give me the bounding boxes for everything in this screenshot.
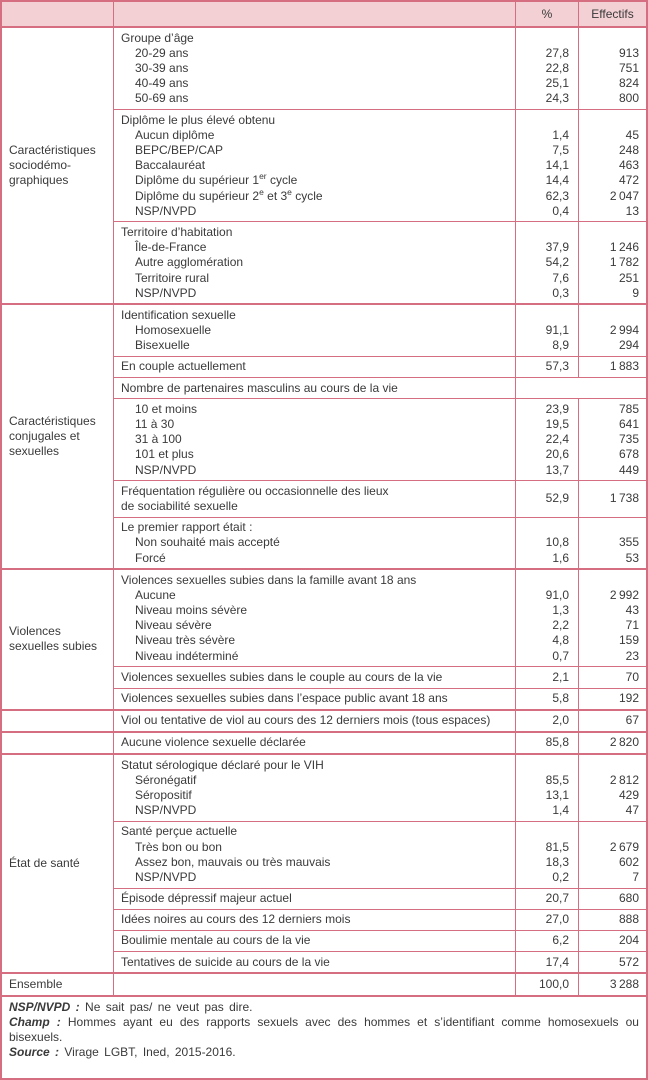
- row-label: 11 à 30: [135, 417, 175, 432]
- table-group: [2, 28, 646, 303]
- table-footnotes: [2, 995, 646, 1064]
- table-block: [114, 221, 646, 303]
- percent-value: 23,9: [545, 401, 569, 416]
- effectifs-value: 449: [618, 462, 639, 477]
- percent-value: 52,9: [545, 491, 569, 506]
- effectifs-value: [579, 225, 639, 240]
- row-label: Diplôme du supérieur 1er cycle: [135, 171, 298, 188]
- percent-value: 5,8: [552, 691, 569, 706]
- table-block: [114, 711, 646, 731]
- footnote-term: Source :: [9, 1044, 60, 1059]
- effectifs-value: [579, 520, 639, 535]
- group-label-line: Violences: [9, 624, 61, 639]
- row-label: NSP/NVPD: [135, 803, 197, 818]
- group-label-line: sexuelles: [9, 444, 60, 459]
- table-block: [114, 666, 646, 687]
- effectifs-value: 355: [618, 535, 639, 550]
- percent-value: 14,4: [545, 173, 569, 188]
- effectifs-value: 2 679: [609, 839, 639, 854]
- row-label: Le premier rapport était :: [121, 520, 253, 535]
- effectifs-value: 785: [618, 401, 639, 416]
- row-label: Baccalauréat: [135, 158, 206, 173]
- row-label: Bisexuelle: [135, 338, 190, 353]
- footnote-champ: [9, 1015, 639, 1045]
- percent-value: 100,0: [538, 976, 569, 991]
- effectifs-value: 43: [625, 603, 639, 618]
- percent-value: 7,5: [552, 143, 569, 158]
- percent-value: 2,0: [552, 713, 569, 728]
- effectifs-value: 159: [618, 633, 639, 648]
- percent-value: 62,3: [545, 188, 569, 203]
- row-label: 31 à 100: [135, 432, 182, 447]
- effectifs-value: 53: [625, 550, 639, 565]
- effectifs-value: [579, 31, 639, 46]
- percent-value: 91,1: [545, 323, 569, 338]
- effectifs-value: 800: [618, 91, 639, 106]
- percent-value: 1,4: [552, 127, 569, 142]
- effectifs-value: 680: [618, 891, 639, 906]
- effectifs-value: 429: [618, 787, 639, 802]
- group-label: [2, 755, 114, 972]
- row-label: Niveau très sévère: [135, 633, 236, 648]
- table-block: [114, 821, 646, 888]
- percent-value: 81,5: [545, 839, 569, 854]
- percent-value: [516, 31, 569, 46]
- footnote-text: Virage LGBT, Ined, 2015-2016.: [64, 1044, 236, 1059]
- effectifs-value: 70: [625, 669, 639, 684]
- percent-value: 0,7: [552, 648, 569, 663]
- percent-value: 1,6: [552, 550, 569, 565]
- row-label: Niveau indéterminé: [135, 648, 239, 663]
- footnote-term: NSP/NVPD :: [9, 999, 80, 1014]
- percent-value: 85,8: [545, 735, 569, 750]
- effectifs-value: 463: [618, 158, 639, 173]
- effectifs-value: 2 994: [609, 323, 639, 338]
- percent-value: 27,8: [545, 45, 569, 60]
- row-label: Niveau sévère: [135, 618, 212, 633]
- group-label: [2, 28, 114, 303]
- footnote-term: Champ :: [9, 1014, 61, 1029]
- row-label: Identification sexuelle: [121, 307, 236, 322]
- row-label: 50-69 ans: [135, 91, 189, 106]
- footnote-nsp: [9, 1000, 639, 1015]
- row-label: Non souhaité mais accepté: [135, 535, 280, 550]
- effectifs-value: 1 883: [609, 359, 639, 374]
- percent-value: 19,5: [545, 417, 569, 432]
- table-group: [2, 753, 646, 972]
- percent-value: 20,7: [545, 891, 569, 906]
- row-label: Tentatives de suicide au cours de la vie: [121, 954, 330, 969]
- percent-value: 14,1: [545, 158, 569, 173]
- group-label-line: sociodémo-: [9, 158, 72, 173]
- row-label: Idées noires au cours des 12 derniers mois: [121, 912, 351, 927]
- percent-value: [516, 758, 569, 773]
- group-label-line: Caractéristiques: [9, 143, 96, 158]
- row-label: Autre agglomération: [135, 255, 244, 270]
- percent-value: 0,2: [552, 869, 569, 884]
- effectifs-value: 71: [625, 618, 639, 633]
- group-label: [2, 733, 114, 753]
- effectifs-value: [579, 573, 639, 588]
- percent-value: 24,3: [545, 91, 569, 106]
- row-label: Groupe d’âge: [121, 30, 194, 45]
- row-label: Assez bon, mauvais ou très mauvais: [135, 854, 331, 869]
- percent-value: 18,3: [545, 854, 569, 869]
- row-label: 30-39 ans: [135, 61, 189, 76]
- percent-value: [516, 573, 569, 588]
- row-label: BEPC/BEP/CAP: [135, 143, 224, 158]
- percent-value: 27,0: [545, 912, 569, 927]
- percent-value: 1,4: [552, 803, 569, 818]
- footnote-text: Ne sait pas/ ne veut pas dire.: [85, 999, 253, 1014]
- row-label: Niveau moins sévère: [135, 603, 248, 618]
- row-label: Nombre de partenaires masculins au cours de la vie: [121, 380, 398, 395]
- row-label: Boulimie mentale au cours de la vie: [121, 933, 311, 948]
- table-group: [2, 731, 646, 753]
- group-label: [2, 570, 114, 709]
- table-block: [114, 305, 646, 356]
- effectifs-value: 641: [618, 417, 639, 432]
- table-group: [2, 972, 646, 994]
- percent-value: 8,9: [552, 338, 569, 353]
- effectifs-value: 735: [618, 432, 639, 447]
- effectifs-value: [579, 113, 639, 128]
- row-label: 101 et plus: [135, 447, 194, 462]
- effectifs-value: [579, 758, 639, 773]
- effectifs-value: 9: [632, 285, 639, 300]
- effectifs-value: 913: [618, 45, 639, 60]
- percent-value: 25,1: [545, 76, 569, 91]
- effectifs-value: 47: [625, 803, 639, 818]
- percent-value: 22,8: [545, 61, 569, 76]
- row-label: Territoire rural: [135, 270, 210, 285]
- row-label: Forcé: [135, 550, 166, 565]
- row-label: 40-49 ans: [135, 76, 189, 91]
- effectifs-value: 2 992: [609, 587, 639, 602]
- table-block: [114, 480, 646, 516]
- effectifs-value: 602: [618, 854, 639, 869]
- row-label: Aucune: [135, 587, 176, 602]
- table-block: [114, 951, 646, 972]
- row-label: NSP/NVPD: [135, 285, 197, 300]
- table-block: [114, 398, 646, 480]
- percent-value: 1,3: [552, 603, 569, 618]
- percent-value: 0,4: [552, 203, 569, 218]
- table-header-row: [2, 2, 646, 28]
- percent-value: [516, 225, 569, 240]
- row-label: Homosexuelle: [135, 323, 212, 338]
- percent-value: 20,6: [545, 447, 569, 462]
- percent-value: 22,4: [545, 432, 569, 447]
- row-label: Aucune violence sexuelle déclarée: [121, 735, 306, 750]
- row-label: Violences sexuelles subies dans l’espace public avant 18 ans: [121, 691, 448, 706]
- footnote-text: Hommes ayant eu des rapports sexuels avec des hommes et s’identifiant comme homosexuels ou bisexuels.: [9, 1014, 639, 1044]
- row-label: Île-de-France: [135, 240, 207, 255]
- row-label: 10 et moins: [135, 401, 198, 416]
- effectifs-value: 751: [618, 61, 639, 76]
- row-label: de sociabilité sexuelle: [121, 498, 238, 513]
- row-label: NSP/NVPD: [135, 869, 197, 884]
- table-group: [2, 303, 646, 568]
- percent-value: [516, 520, 569, 535]
- effectifs-value: 7: [632, 869, 639, 884]
- group-label: [2, 711, 114, 731]
- group-label-line: conjugales et: [9, 429, 80, 444]
- table-block: [114, 570, 646, 666]
- row-label: Épisode dépressif majeur actuel: [121, 891, 292, 906]
- merged-empty-cell: [515, 378, 646, 398]
- effectifs-value: 1 738: [609, 491, 639, 506]
- effectifs-value: 248: [618, 143, 639, 158]
- percent-value: 13,7: [545, 462, 569, 477]
- row-label: Aucun diplôme: [135, 127, 215, 142]
- table-block: [114, 109, 646, 221]
- percent-value: 6,2: [552, 933, 569, 948]
- group-label-line: Caractéristiques: [9, 414, 96, 429]
- percent-value: 37,9: [545, 240, 569, 255]
- row-label: Santé perçue actuelle: [121, 824, 238, 839]
- group-label: [2, 974, 114, 994]
- group-label-line: sexuelles subies: [9, 639, 98, 654]
- effectifs-value: 678: [618, 447, 639, 462]
- group-label-line: graphiques: [9, 173, 69, 188]
- effectifs-value: 192: [618, 691, 639, 706]
- percent-value: [516, 308, 569, 323]
- effectifs-value: 23: [625, 648, 639, 663]
- effectifs-value: 2 820: [609, 735, 639, 750]
- row-label: NSP/NVPD: [135, 462, 197, 477]
- percent-value: 54,2: [545, 255, 569, 270]
- table-block: [114, 733, 646, 753]
- effectifs-value: 251: [618, 270, 639, 285]
- table-group: [2, 568, 646, 709]
- effectifs-value: 472: [618, 173, 639, 188]
- column-header-effectifs: Effectifs: [578, 2, 646, 26]
- group-label-line: Ensemble: [9, 976, 63, 991]
- percent-value: 85,5: [545, 772, 569, 787]
- row-label: En couple actuellement: [121, 359, 246, 374]
- percent-value: 4,8: [552, 633, 569, 648]
- table-block: [114, 377, 646, 398]
- table-block: [114, 755, 646, 821]
- effectifs-value: 45: [625, 127, 639, 142]
- row-label: Séronégatif: [135, 772, 197, 787]
- row-label: Viol ou tentative de viol au cours des 12 derniers mois (tous espaces): [121, 713, 491, 728]
- percent-value: 17,4: [545, 954, 569, 969]
- percent-value: 2,1: [552, 669, 569, 684]
- row-label: Très bon ou bon: [135, 839, 222, 854]
- percent-value: 57,3: [545, 359, 569, 374]
- effectifs-value: 1 782: [609, 255, 639, 270]
- row-label: Fréquentation régulière ou occasionnelle des lieux: [121, 483, 389, 498]
- effectifs-value: 13: [625, 203, 639, 218]
- table-block: [114, 974, 646, 994]
- row-label: Statut sérologique déclaré pour le VIH: [121, 757, 324, 772]
- column-header-percent: %: [515, 2, 578, 26]
- effectifs-value: 2 047: [609, 188, 639, 203]
- row-label: Violences sexuelles subies dans la famille avant 18 ans: [121, 572, 417, 587]
- table-block: [114, 909, 646, 930]
- effectifs-value: [579, 824, 639, 839]
- percent-value: 0,3: [552, 285, 569, 300]
- effectifs-value: 3 288: [609, 976, 639, 991]
- row-label: Diplôme du supérieur 2e et 3e cycle: [135, 186, 323, 203]
- effectifs-value: 2 812: [609, 772, 639, 787]
- table-block: [114, 930, 646, 951]
- percent-value: 2,2: [552, 618, 569, 633]
- table-group: [2, 709, 646, 731]
- row-label: Diplôme le plus élevé obtenu: [121, 112, 276, 127]
- effectifs-value: 67: [625, 713, 639, 728]
- percent-value: 91,0: [545, 587, 569, 602]
- row-label: NSP/NVPD: [135, 203, 197, 218]
- effectifs-value: 888: [618, 912, 639, 927]
- table-block: [114, 517, 646, 569]
- footnote-source: [9, 1045, 639, 1060]
- percent-value: [516, 113, 569, 128]
- group-label: [2, 305, 114, 568]
- effectifs-value: 1 246: [609, 240, 639, 255]
- group-label-line: État de santé: [9, 856, 80, 871]
- table-body: [2, 28, 646, 994]
- table-block: [114, 888, 646, 909]
- header-label-cell: [114, 2, 515, 26]
- header-group-cell: [2, 2, 114, 26]
- percent-value: 13,1: [545, 787, 569, 802]
- percent-value: [516, 824, 569, 839]
- effectifs-value: 572: [618, 954, 639, 969]
- row-label: Violences sexuelles subies dans le couple au cours de la vie: [121, 669, 443, 684]
- row-label: Territoire d’habitation: [121, 224, 233, 239]
- effectifs-value: 824: [618, 76, 639, 91]
- percent-value: 10,8: [545, 535, 569, 550]
- table-block: [114, 688, 646, 709]
- percent-value: 7,6: [552, 270, 569, 285]
- row-label: Séropositif: [135, 787, 192, 802]
- table-block: [114, 28, 646, 109]
- effectifs-value: 294: [618, 338, 639, 353]
- effectifs-value: 204: [618, 933, 639, 948]
- table-block: [114, 356, 646, 377]
- row-label: 20-29 ans: [135, 45, 189, 60]
- effectifs-value: [579, 308, 639, 323]
